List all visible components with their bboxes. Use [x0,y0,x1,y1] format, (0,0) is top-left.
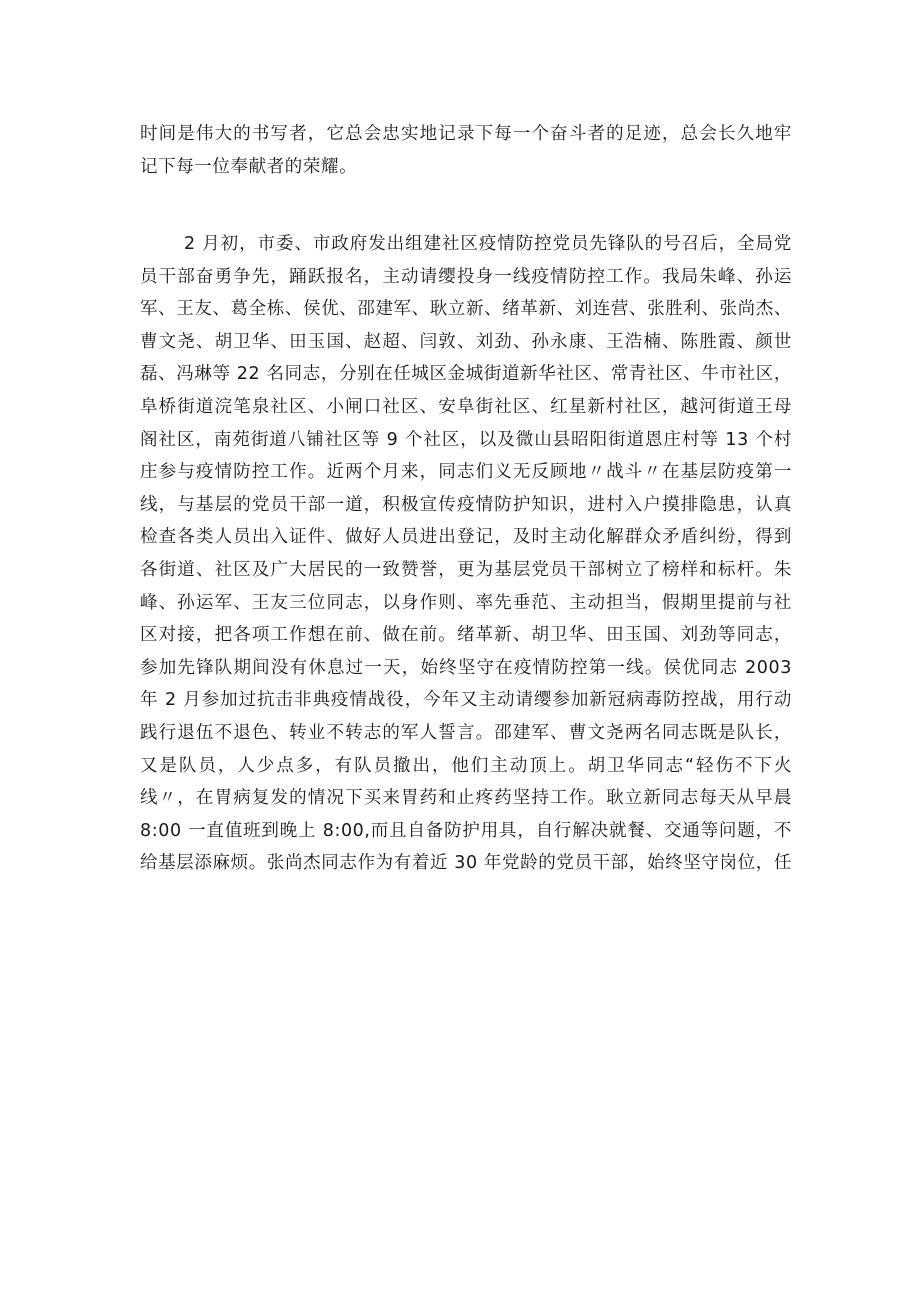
text-line: 曹文尧、胡卫华、田玉国、赵超、闫敦、刘劲、孙永康、王浩楠、陈胜霞、颜世 [140,331,792,352]
text-line: 各街道、社区及广大居民的一致赞誉，更为基层党员干部树立了榜样和标杆。朱 [140,559,792,580]
text-line: 检查各类人员出入证件、做好人员进出登记，及时主动化解群众矛盾纠纷，得到 [140,527,792,548]
text-line: 员干部奋勇争先，踊跃报名，主动请缨投身一线疫情防控工作。我局朱峰、孙运 [140,266,792,287]
text-line: 阜桥街道浣笔泉社区、小闸口社区、安阜街社区、红星新村社区，越河街道王母 [140,396,792,417]
text-line: 线〃，在胃病复发的情况下买来胃药和止疼药坚持工作。耿立新同志每天从早晨 [140,788,792,809]
text-line: 军、王友、葛全栋、侯优、邵建军、耿立新、绪革新、刘连营、张胜利、张尚杰、 [140,299,792,320]
text-line: 阁社区，南苑街道八铺社区等 9 个社区，以及微山县昭阳街道恩庄村等 13 个村 [140,429,792,450]
text-line: 区对接，把各项工作想在前、做在前。绪革新、胡卫华、田玉国、刘劲等同志， [140,625,792,646]
text-line: 又是队员，人少点多，有队员撤出，他们主动顶上。胡卫华同志“轻伤不下火 [140,755,792,776]
text-line: 记下每一位奉献者的荣耀。 [140,156,358,177]
text-line: 时间是伟大的书写者，它总会忠实地记录下每一个奋斗者的足迹，总会长久地牢 [140,124,792,144]
text-line: 2 月初，市委、市政府发出组建社区疫情防控党员先锋队的号召后，全局党 [184,234,792,254]
text-line: 给基层添麻烦。张尚杰同志作为有着近 30 年党龄的党员干部，始终坚守岗位，任 [140,853,792,874]
text-line [140,880,792,913]
text-line: 线，与基层的党员干部一道，积极宣传疫情防护知识，进村入户摸排隐患，认真 [140,494,792,515]
text-line: 践行退伍不退色、转业不转志的军人誓言。邵建军、曹文尧两名同志既是队长， [140,722,792,743]
text-line: 磊、冯琳等 22 名同志，分别在任城区金城街道新华社区、常青社区、牛市社区， [140,364,792,385]
paragraph-1 [140,118,792,183]
text-line: 8:00 一直值班到晚上 8:00,而且自备防护用具，自行解决就餐、交通等问题，不 [140,820,792,841]
text-line: 参加先锋队期间没有休息过一天，始终坚守在疫情防控第一线。侯优同志 2003 [140,657,792,678]
paragraph-2 [140,228,792,945]
text-line [140,912,792,945]
text-line: 峰、孙运军、王友三位同志，以身作则、率先垂范、主动担当，假期里提前与社 [140,592,792,613]
text-line: 庄参与疫情防控工作。近两个月来，同志们义无反顾地〃战斗〃在基层防疫第一 [140,462,792,483]
text-line: 年 2 月参加过抗击非典疫情战役，今年又主动请缨参加新冠病毒防控战，用行动 [140,690,792,711]
